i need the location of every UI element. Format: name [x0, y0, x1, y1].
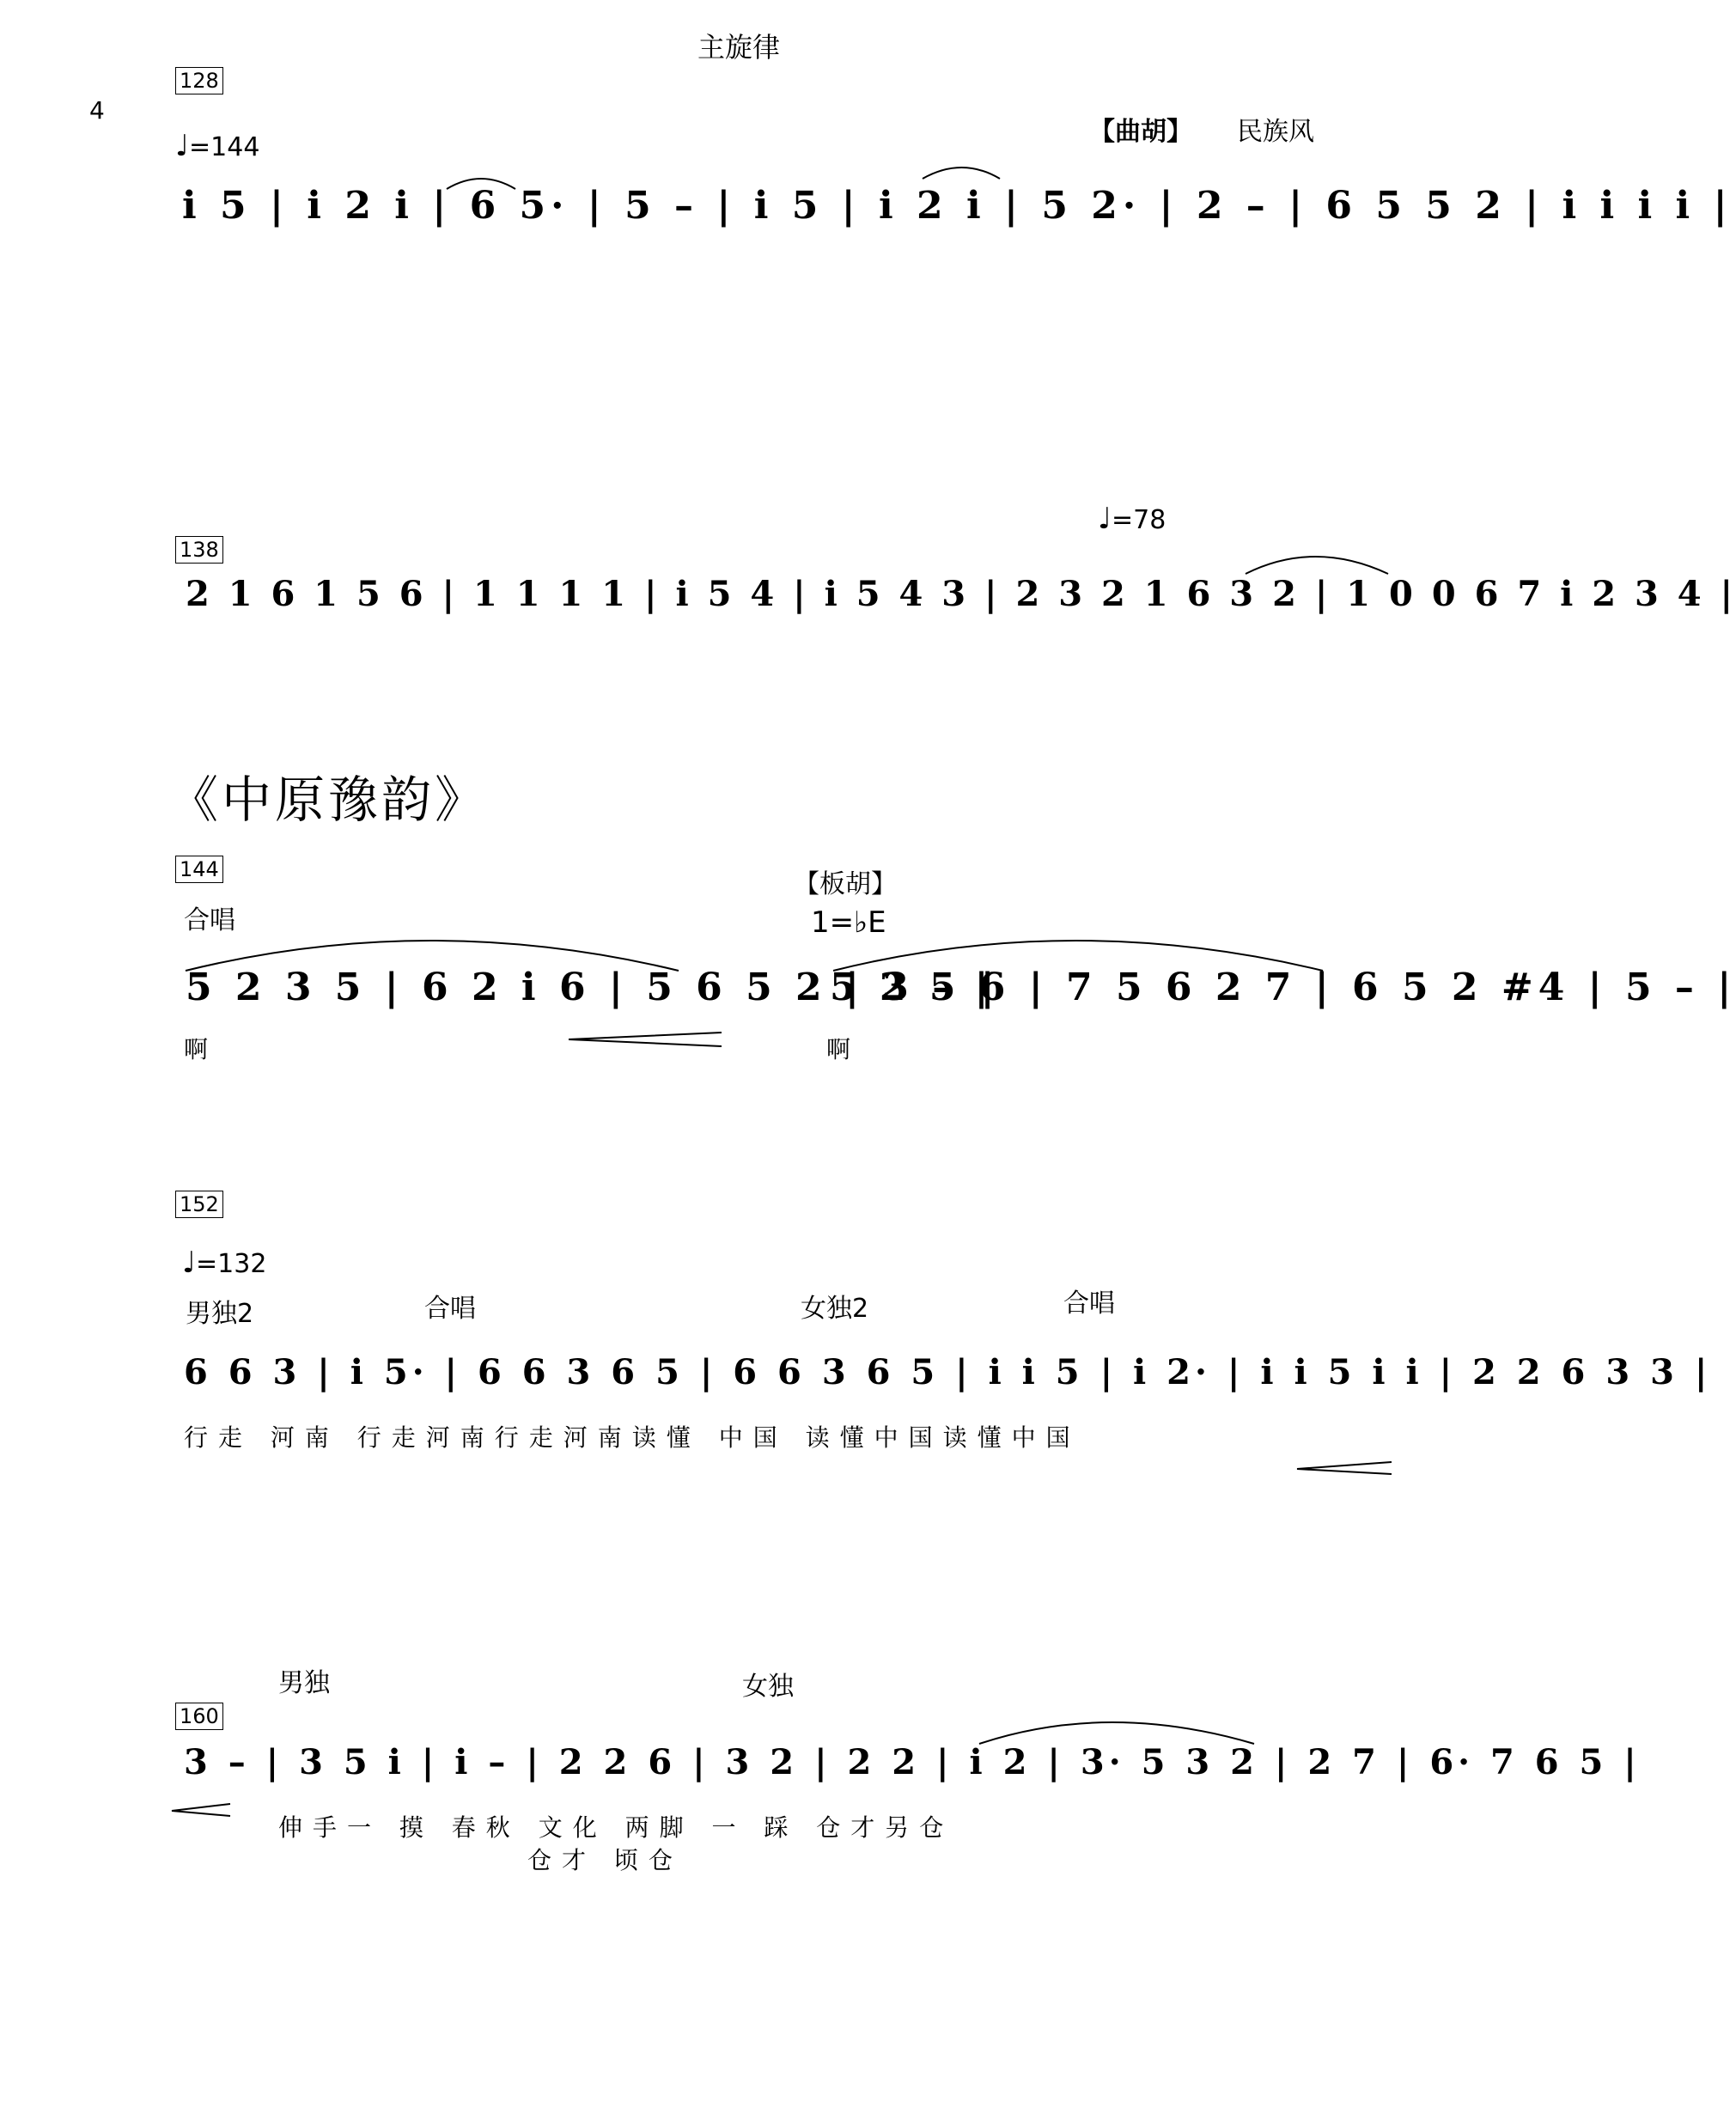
- section-title: 《中原豫韵》: [168, 771, 489, 829]
- voice-label: 女独2: [801, 1294, 869, 1324]
- notation-line: 3 – | 3 5 i | i – | 2 2 6 | 3 2 | 2 2 | i 2 | 3· 5 3 2 | 2 7 | 6· 7 6 5 |: [184, 1742, 1641, 1782]
- instrument-label: 【曲胡】: [1089, 117, 1192, 147]
- measure-number: 144: [175, 856, 223, 883]
- page-number: 4: [89, 96, 105, 125]
- slur-mark: [1246, 557, 1388, 574]
- notation-line-right: 5 2 5 6 | 7 5 6 2 7 | 6 5 2 #4 | 5 – |: [830, 966, 1736, 1009]
- notation-line: 2 1 6 1 5 6 | 1 1 1 1 | i 5 4 | i 5 4 3 | 2 3 2 1 6 3 2 | 1 0 0 6 7 i 2 3 4 |: [186, 574, 1736, 614]
- slur-mark: [979, 1722, 1254, 1744]
- tempo-marking: [1098, 502, 1166, 536]
- notation-line: i 5 | i 2 i | 6 5· | 5 – | i 5 | i 2 i | 5 2· | 2 – | 6 5 5 2 | i i i i |: [182, 184, 1733, 228]
- voice-label: 合唱: [184, 905, 235, 935]
- slur-mark: [923, 168, 1000, 179]
- measure-number: 152: [175, 1191, 223, 1218]
- notation-line-left: 5 2 3 5 | 6 2 i 6 | 5 6 5 2 | 3 – ‖: [186, 966, 999, 1009]
- voice-label: 合唱: [1063, 1289, 1115, 1319]
- lyric-right: 啊: [826, 1035, 867, 1063]
- quarter-note-icon: ♩: [175, 129, 190, 163]
- lyric-line: 仓才 顷仓: [527, 1846, 683, 1874]
- measure-number: 160: [175, 1703, 223, 1730]
- instrument-label: 【板胡】: [794, 869, 897, 899]
- voice-label: 女独: [742, 1672, 794, 1702]
- tempo-marking: [175, 129, 259, 163]
- quarter-note-icon: ♩: [182, 1246, 197, 1280]
- voice-label: 合唱: [424, 1294, 476, 1324]
- hairpin-mark: [172, 1804, 230, 1816]
- tempo-value: =132: [196, 1249, 267, 1279]
- voice-label: 男独2: [186, 1299, 254, 1329]
- lyric-line: 伸手一 摸 春秋 文化 两脚 一 踩 仓才另仓: [278, 1813, 954, 1842]
- tempo-value: =144: [189, 132, 260, 162]
- measure-number: 128: [175, 67, 223, 94]
- quarter-note-icon: ♩: [1098, 502, 1112, 536]
- hairpin-mark: [1297, 1462, 1392, 1474]
- lyric-line: 行走 河南 行走河南行走河南读懂 中国 读懂中国读懂中国: [184, 1423, 1081, 1452]
- notation-line: 6 6 3 | i 5· | 6 6 3 6 5 | 6 6 3 6 5 | i i 5 | i 2· | i i 5 i i | 2 2 6 3 3 |: [184, 1352, 1712, 1392]
- page-header-title: 主旋律: [697, 31, 781, 64]
- key-signature: 1=♭E: [811, 905, 886, 940]
- measure-number: 138: [175, 536, 223, 564]
- style-label: 民族风: [1237, 117, 1314, 147]
- voice-label: 男独: [278, 1668, 330, 1698]
- lyric-left: 啊: [184, 1035, 224, 1063]
- tempo-marking: [182, 1246, 266, 1280]
- hairpin-mark: [569, 1033, 722, 1046]
- tempo-value: =78: [1112, 505, 1166, 535]
